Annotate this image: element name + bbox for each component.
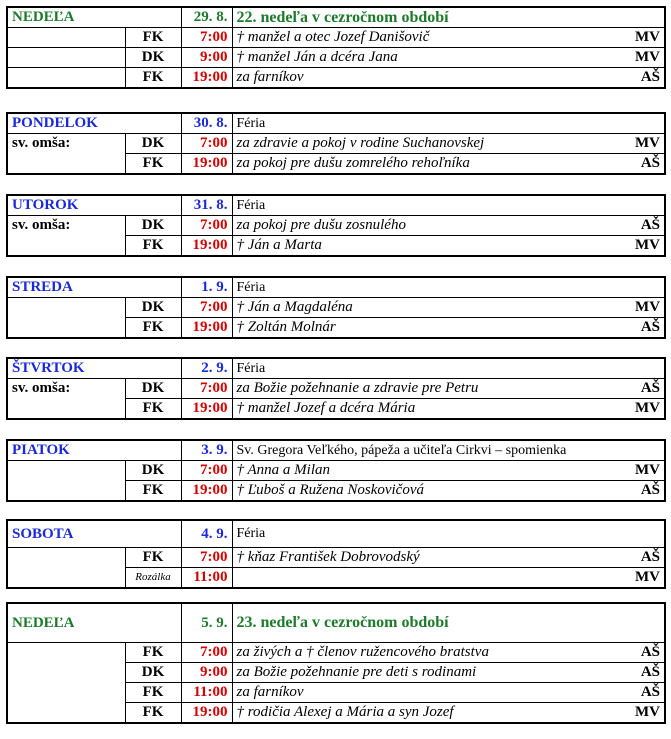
mass-celebrant: AŠ <box>622 154 665 175</box>
mass-place: FK <box>125 481 181 502</box>
liturgical-title: Féria <box>232 358 665 379</box>
mass-time: 11:00 <box>181 568 232 589</box>
mass-time: 11:00 <box>181 683 232 703</box>
mass-time: 7:00 <box>181 461 232 481</box>
liturgical-title: Féria <box>232 520 665 548</box>
mass-celebrant: AŠ <box>622 318 665 339</box>
mass-celebrant: AŠ <box>622 481 665 502</box>
liturgical-title: 22. nedeľa v cezročnom období <box>232 7 665 28</box>
mass-time: 9:00 <box>181 663 232 683</box>
mass-place: FK <box>125 703 181 724</box>
mass-celebrant: MV <box>622 236 665 257</box>
mass-intention: za Božie požehnanie pre deti s rodinami <box>232 663 622 683</box>
mass-time: 7:00 <box>181 379 232 399</box>
mass-time: 19:00 <box>181 703 232 724</box>
day-block-sunday-2 <box>6 602 666 724</box>
mass-place: DK <box>125 461 181 481</box>
liturgical-title: Sv. Gregora Veľkého, pápeža a učiteľa Cirkvi – spomienka <box>232 440 665 461</box>
day-name: PIATOK <box>7 440 181 461</box>
liturgical-title: Féria <box>232 113 665 134</box>
day-date: 29. 8. <box>181 7 232 28</box>
mass-celebrant: MV <box>622 461 665 481</box>
liturgical-title: Féria <box>232 277 665 298</box>
mass-intention: † manžel a otec Jozef Danišovič <box>232 28 622 48</box>
mass-time: 7:00 <box>181 298 232 318</box>
mass-intention: † Ľuboš a Ružena Noskovičová <box>232 481 622 502</box>
mass-celebrant: AŠ <box>622 68 665 89</box>
mass-place: DK <box>125 298 181 318</box>
day-name: PONDELOK <box>7 113 181 134</box>
mass-intention: † kňaz František Dobrovodský <box>232 548 622 568</box>
mass-place: FK <box>125 683 181 703</box>
day-date: 30. 8. <box>181 113 232 134</box>
mass-time: 19:00 <box>181 236 232 257</box>
mass-label: sv. omša: <box>7 134 125 175</box>
day-date: 4. 9. <box>181 520 232 548</box>
mass-time: 7:00 <box>181 643 232 663</box>
day-block-tuesday <box>6 194 666 257</box>
liturgical-title: Féria <box>232 195 665 216</box>
mass-time: 19:00 <box>181 481 232 502</box>
mass-intention: za Božie požehnanie a zdravie pre Petru <box>232 379 622 399</box>
mass-time: 7:00 <box>181 216 232 236</box>
day-block-thursday <box>6 357 666 420</box>
day-name: NEDEĽA <box>7 7 181 28</box>
mass-place: FK <box>125 548 181 568</box>
mass-place: Rozálka <box>125 568 181 589</box>
day-block-sunday-1 <box>6 6 666 89</box>
mass-place: DK <box>125 134 181 154</box>
mass-intention: za farníkov <box>232 68 622 89</box>
mass-place: FK <box>125 154 181 175</box>
day-name: UTOROK <box>7 195 181 216</box>
mass-intention: † Anna a Milan <box>232 461 622 481</box>
mass-intention: za živých a † členov ružencového bratstva <box>232 643 622 663</box>
mass-time: 9:00 <box>181 48 232 68</box>
mass-time: 7:00 <box>181 28 232 48</box>
mass-intention <box>232 568 622 589</box>
mass-time: 19:00 <box>181 318 232 339</box>
mass-intention: † manžel Jozef a dcéra Mária <box>232 399 622 420</box>
mass-place: FK <box>125 236 181 257</box>
day-date: 31. 8. <box>181 195 232 216</box>
mass-celebrant: MV <box>622 703 665 724</box>
mass-place: DK <box>125 663 181 683</box>
day-name: NEDEĽA <box>7 603 181 643</box>
mass-celebrant: MV <box>622 134 665 154</box>
mass-celebrant: MV <box>622 48 665 68</box>
day-date: 5. 9. <box>181 603 232 643</box>
mass-place: FK <box>125 318 181 339</box>
mass-place: FK <box>125 643 181 663</box>
mass-celebrant: AŠ <box>622 548 665 568</box>
mass-celebrant: MV <box>622 399 665 420</box>
mass-celebrant: AŠ <box>622 379 665 399</box>
mass-intention: † Ján a Magdaléna <box>232 298 622 318</box>
mass-place: DK <box>125 48 181 68</box>
mass-celebrant: AŠ <box>622 216 665 236</box>
mass-time: 19:00 <box>181 399 232 420</box>
mass-intention: † Ján a Marta <box>232 236 622 257</box>
mass-time: 7:00 <box>181 548 232 568</box>
day-date: 1. 9. <box>181 277 232 298</box>
mass-intention: † Zoltán Molnár <box>232 318 622 339</box>
mass-label: sv. omša: <box>7 216 125 257</box>
day-block-wednesday <box>6 276 666 339</box>
mass-place: DK <box>125 216 181 236</box>
mass-intention: † rodičia Alexej a Mária a syn Jozef <box>232 703 622 724</box>
mass-time: 19:00 <box>181 154 232 175</box>
day-name: ŠTVRTOK <box>7 358 181 379</box>
mass-time: 19:00 <box>181 68 232 89</box>
day-date: 3. 9. <box>181 440 232 461</box>
mass-celebrant: MV <box>622 298 665 318</box>
mass-intention: za pokoj pre dušu zosnulého <box>232 216 622 236</box>
mass-intention: za zdravie a pokoj v rodine Suchanovskej <box>232 134 622 154</box>
day-name: SOBOTA <box>7 520 181 548</box>
mass-label: sv. omša: <box>7 379 125 420</box>
day-date: 2. 9. <box>181 358 232 379</box>
day-block-friday <box>6 439 666 502</box>
day-name: STREDA <box>7 277 181 298</box>
mass-intention: za farníkov <box>232 683 622 703</box>
day-block-saturday <box>6 519 666 589</box>
mass-place: FK <box>125 399 181 420</box>
mass-place: FK <box>125 68 181 89</box>
mass-celebrant: MV <box>622 28 665 48</box>
mass-place: FK <box>125 28 181 48</box>
mass-time: 7:00 <box>181 134 232 154</box>
mass-celebrant: AŠ <box>622 683 665 703</box>
mass-celebrant: AŠ <box>622 663 665 683</box>
mass-intention: † manžel Ján a dcéra Jana <box>232 48 622 68</box>
liturgical-title: 23. nedeľa v cezročnom období <box>232 603 665 643</box>
mass-celebrant: MV <box>622 568 665 589</box>
mass-place: DK <box>125 379 181 399</box>
day-block-monday <box>6 112 666 175</box>
mass-intention: za pokoj pre dušu zomrelého rehoľníka <box>232 154 622 175</box>
mass-celebrant: AŠ <box>622 643 665 663</box>
